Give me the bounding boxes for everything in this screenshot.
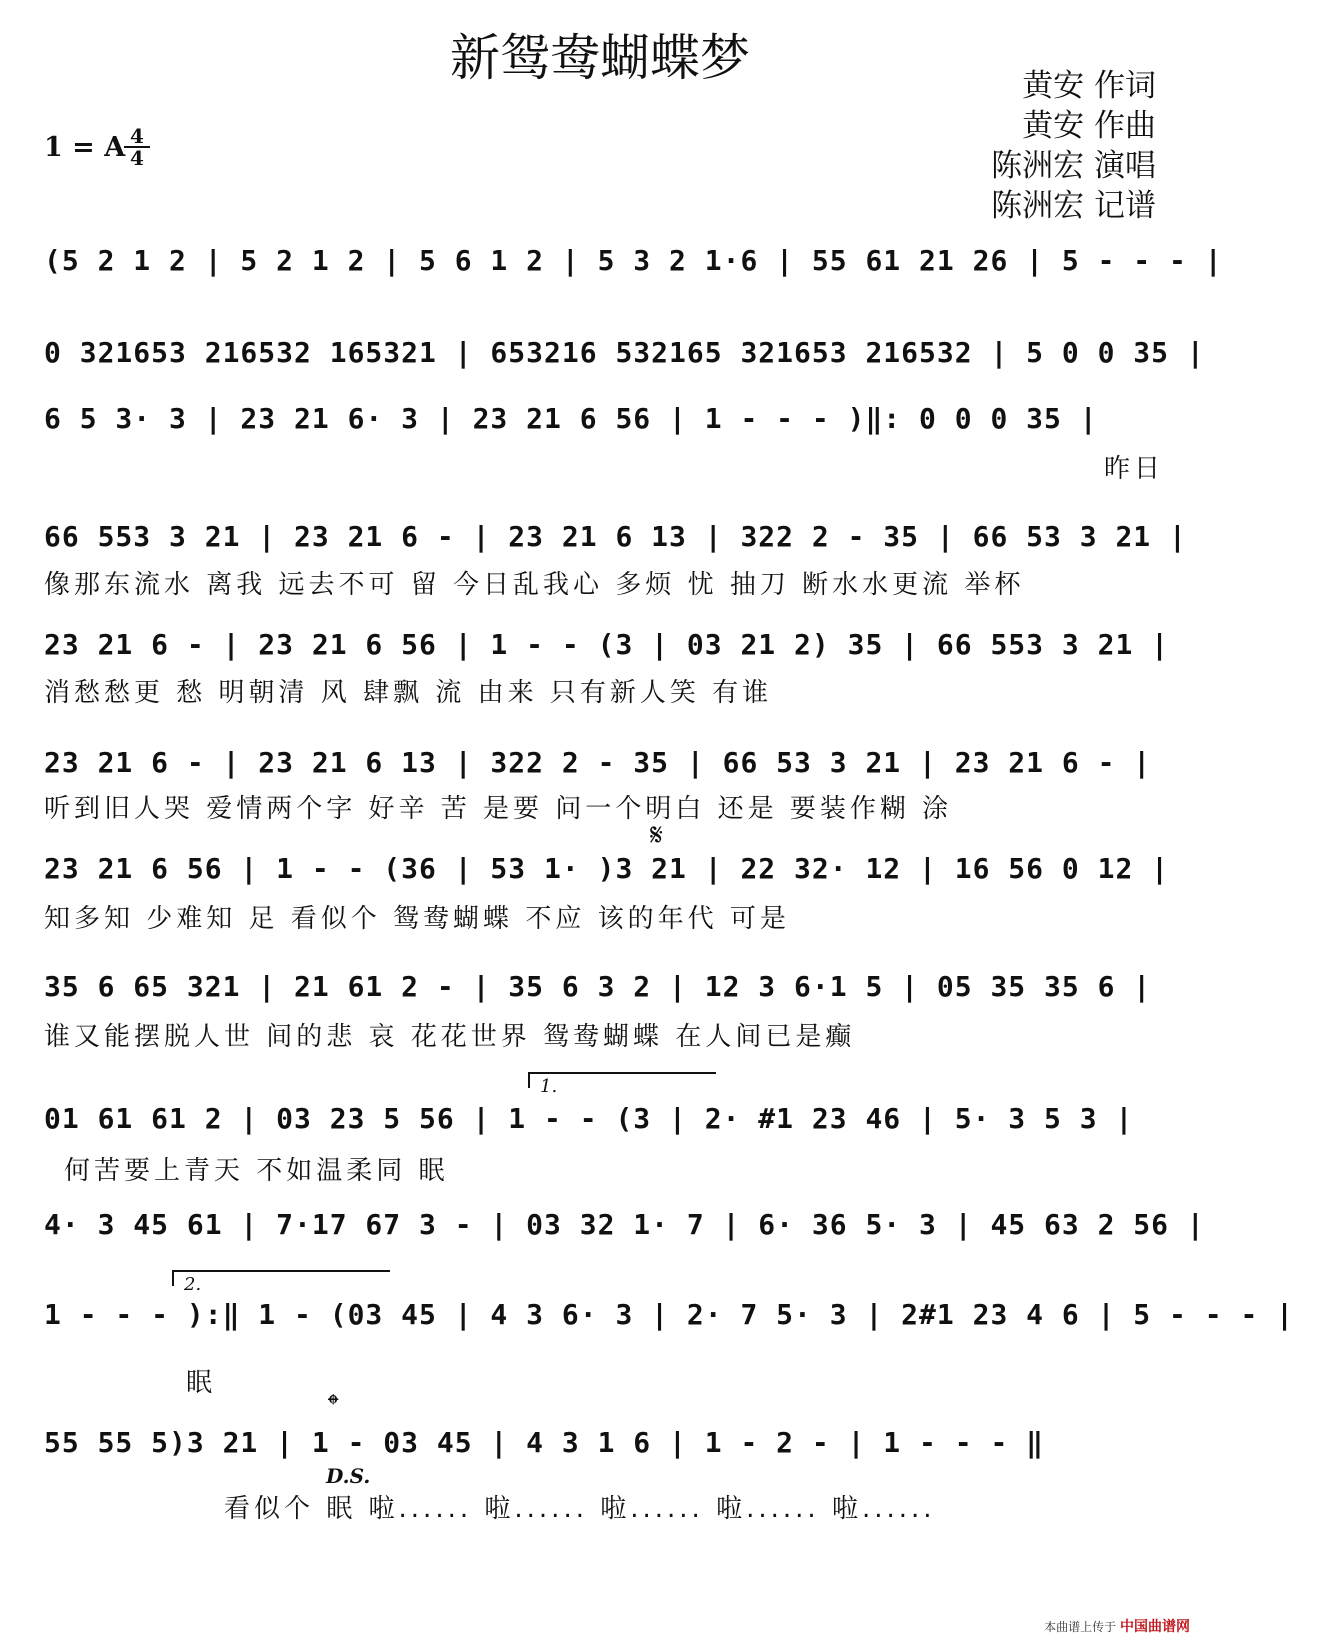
notation-line: 4· 3 45 61 | 7·17 67 3 - | 03 32 1· 7 | 6· 36 5· 3 | 45 63 2 56 | bbox=[44, 1208, 1205, 1241]
score-row-8 bbox=[44, 970, 1164, 1050]
score-row-6 bbox=[44, 746, 1164, 826]
key-signature: 1 = A bbox=[44, 132, 126, 163]
notation-line: 6 5 3· 3 | 23 21 6· 3 | 23 21 6 56 | 1 - - - )‖: 0 0 0 35 | bbox=[44, 402, 1098, 435]
notation-line: 1 - - - ):‖ 1 - (03 45 | 4 3 6· 3 | 2· 7 5· 3 | 2#1 23 4 6 | 5 - - - | bbox=[44, 1298, 1295, 1331]
notation-line: 66 553 3 21 | 23 21 6 - | 23 21 6 13 | 322 2 - 35 | 66 53 3 21 | bbox=[44, 520, 1187, 553]
notation-line: 23 21 6 - | 23 21 6 13 | 322 2 - 35 | 66 53 3 21 | 23 21 6 - | bbox=[44, 746, 1152, 779]
dal-segno-mark: D.S. bbox=[326, 1464, 371, 1488]
score-row-3 bbox=[44, 402, 1164, 482]
notation-line: 23 21 6 56 | 1 - - (36 | 53 1· )3 21 | 22 32· 12 | 16 56 0 12 | bbox=[44, 852, 1170, 885]
lyric-line: 眠 bbox=[186, 1368, 217, 1398]
lyric-line: 何苦要上青天 不如温柔同 眠 bbox=[64, 1156, 449, 1186]
volta-second-ending bbox=[172, 1270, 390, 1295]
site-footer bbox=[1044, 1616, 1190, 1636]
time-signature-top: 4 bbox=[130, 124, 144, 148]
lyric-line: 消愁愁更 愁 明朝清 风 肆飘 流 由来 只有新人笑 有谁 bbox=[44, 678, 773, 708]
transcriber-credit: 陈洲宏 记谱 bbox=[991, 188, 1156, 224]
lyric-line: 谁又能摆脱人世 间的悲 哀 花花世界 鸳鸯蝴蝶 在人间已是癫 bbox=[44, 1022, 856, 1052]
coda-sign: 𝄌 bbox=[328, 1388, 339, 1423]
score-row-11 bbox=[44, 1298, 1295, 1398]
segno-sign: 𝄋 bbox=[650, 818, 663, 853]
lyric-line: 昨日 bbox=[1103, 454, 1164, 484]
site-logo-text[interactable]: 中国曲谱网 bbox=[1120, 1619, 1190, 1635]
score-row-9 bbox=[44, 1102, 1164, 1186]
singer-credit: 陈洲宏 演唱 bbox=[991, 148, 1156, 184]
score-row-5 bbox=[44, 628, 1170, 708]
time-signature bbox=[124, 126, 150, 168]
volta-first-ending bbox=[528, 1072, 716, 1097]
notation-line: 0 321653 216532 165321 | 653216 532165 321653 216532 | 5 0 0 35 | bbox=[44, 336, 1205, 369]
lyric-line: 看似个 眠 啦...... 啦...... 啦...... 啦...... 啦...... bbox=[224, 1494, 936, 1524]
score-row-1 bbox=[44, 244, 1223, 284]
volta-second-label: 2. bbox=[184, 1274, 202, 1295]
volta-first-label: 1. bbox=[540, 1076, 558, 1097]
score-row-7 bbox=[44, 852, 1170, 934]
score-row-2 bbox=[44, 336, 1205, 376]
lyric-line: 知多知 少难知 足 看似个 鸳鸯蝴蝶 不应 该的年代 可是 bbox=[44, 904, 790, 934]
score-row-4 bbox=[44, 520, 1187, 600]
lyric-line: 听到旧人哭 爱情两个字 好辛 苦 是要 问一个明白 还是 要装作糊 涂 bbox=[44, 794, 953, 824]
notation-line: 01 61 61 2 | 03 23 5 56 | 1 - - (3 | 2· #1 23 46 | 5· 3 5 3 | bbox=[44, 1102, 1134, 1135]
composer-credit: 黄安 作曲 bbox=[1022, 108, 1156, 144]
lyric-line: 像那东流水 离我 远去不可 留 今日乱我心 多烦 忧 抽刀 断水水更流 举杯 bbox=[44, 570, 1025, 600]
notation-line: 35 6 65 321 | 21 61 2 - | 35 6 3 2 | 12 3 6·1 5 | 05 35 35 6 | bbox=[44, 970, 1152, 1003]
notation-line: (5 2 1 2 | 5 2 1 2 | 5 6 1 2 | 5 3 2 1·6 | 55 61 21 26 | 5 - - - | bbox=[44, 244, 1223, 277]
footer-prefix: 本曲谱上传于 bbox=[1044, 1620, 1117, 1634]
notation-line: 55 55 5)3 21 | 1 - 03 45 | 4 3 1 6 | 1 - 2 - | 1 - - - ‖ bbox=[44, 1426, 1045, 1459]
lyricist-credit: 黄安 作词 bbox=[1022, 68, 1156, 104]
time-signature-bottom: 4 bbox=[124, 146, 150, 168]
score-row-10 bbox=[44, 1208, 1205, 1248]
score-title: 新鸳鸯蝴蝶梦 bbox=[450, 29, 750, 87]
notation-line: 23 21 6 - | 23 21 6 56 | 1 - - (3 | 03 21 2) 35 | 66 553 3 21 | bbox=[44, 628, 1170, 661]
score-row-12 bbox=[44, 1426, 1164, 1526]
